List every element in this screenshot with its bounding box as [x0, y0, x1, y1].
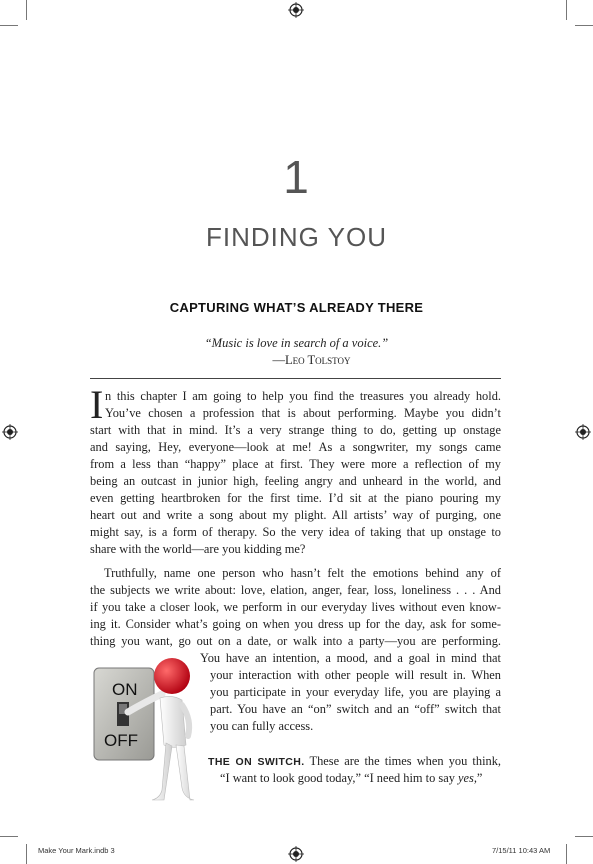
epigraph-quote: “Music is love in search of a voice.”: [204, 336, 389, 350]
chapter-number: 1: [283, 151, 310, 203]
footer-slug-right: 7/15/11 10:43 AM: [492, 846, 551, 855]
paragraph-line: being an outcast in junior high, feeling angry and unheard in the world, and: [90, 474, 501, 488]
paragraph-line: You’ve chosen a profession that is about performing. Maybe you didn’t: [105, 406, 501, 420]
registration-mark-top-icon: [288, 2, 304, 18]
paragraph-line: thing you want, go out on a date, or walk into a party—you are performing.: [90, 634, 501, 648]
crop-mark-bottom-right: [566, 844, 567, 864]
switch-on-label: ON: [112, 680, 138, 699]
epigraph: [0, 335, 593, 369]
paragraph-line: and saying, Hey, everyone—look at me! As a songwriter, my songs came: [90, 440, 501, 454]
paragraph-line: heart out and write a song about my plight. All artists’ way of purging, one: [90, 508, 501, 522]
crop-mark-bottom-left-h: [0, 836, 18, 837]
crop-mark-bottom-left: [26, 844, 27, 864]
paragraph-line: the subjects we write about: love, elation, anger, fear, loss, loneliness . . . And: [90, 583, 501, 597]
paragraph-line: Truthfully, name one person who hasn’t felt the emotions behind any of: [104, 566, 501, 580]
paragraph-line: from a less than “happy” place at first. They were more a reflection of my: [90, 457, 501, 471]
crop-mark-top-left: [26, 0, 27, 20]
paragraph-line: if you take a closer look, we perform in our everyday lives without even know-: [90, 600, 501, 614]
drop-cap: I: [90, 382, 104, 427]
figure-leg-right: [176, 745, 194, 800]
paragraph-line: might say, is a form of therapy. So the very idea of taking that up onstage to: [90, 525, 501, 539]
on-switch-line-2-text: “I want to look good today,” “I need him to say: [220, 771, 458, 785]
registration-mark-bottom-icon: [288, 846, 304, 862]
paragraph-line: you can fully access.: [210, 719, 314, 733]
paragraph-line: You have an intention, a mood, and a goal in mind that: [200, 651, 501, 665]
paragraph-line: part. You have an “on” switch and an “off” switch that: [210, 702, 501, 716]
divider-rule: [90, 378, 501, 379]
paragraph-line: your interaction with other people will result in. When: [210, 668, 501, 682]
figure-leg-left: [152, 743, 172, 800]
on-switch-label: THE ON SWITCH.: [208, 756, 305, 768]
paragraph-line: you participate in your everyday life, you are playing a: [210, 685, 501, 699]
crop-mark-top-right: [566, 0, 567, 20]
registration-mark-left-icon: [2, 424, 18, 440]
paragraph-line: ing it. Consider what’s going on when you dress up for the day, ask for some-: [90, 617, 501, 631]
paragraph-line: share with the world—are you kidding me?: [90, 542, 306, 556]
footer-slug-left: Make Your Mark.indb 3: [38, 846, 115, 855]
on-off-switch-illustration: [90, 650, 210, 805]
paragraph-1: [90, 382, 501, 558]
epigraph-attribution: —Leo Tolstoy: [272, 353, 351, 367]
paragraph-line: even getting heartbroken for the first time. I’d sit at the piano pouring my: [90, 491, 501, 505]
crop-mark-bottom-right-h: [575, 836, 593, 837]
on-switch-line-1-text: These are the times when you think,: [304, 754, 501, 768]
figure-head: [154, 658, 190, 694]
paragraph-line: n this chapter I am going to help you find the treasures you already hold.: [105, 389, 501, 403]
crop-mark-top-right-h: [575, 25, 593, 26]
registration-mark-right-icon: [575, 424, 591, 440]
section-heading: CAPTURING WHAT’S ALREADY THERE: [169, 300, 424, 315]
chapter-title: FINDING YOU: [206, 222, 387, 252]
crop-mark-top-left-h: [0, 25, 18, 26]
on-switch-italic: yes,: [458, 771, 477, 785]
paragraph-2: [90, 565, 501, 650]
paragraph-line: start with that in mind. It’s a very strange thing to do, getting up onstage: [90, 423, 501, 437]
on-switch-line-2-end: ”: [476, 771, 483, 785]
switch-off-label: OFF: [104, 731, 138, 750]
